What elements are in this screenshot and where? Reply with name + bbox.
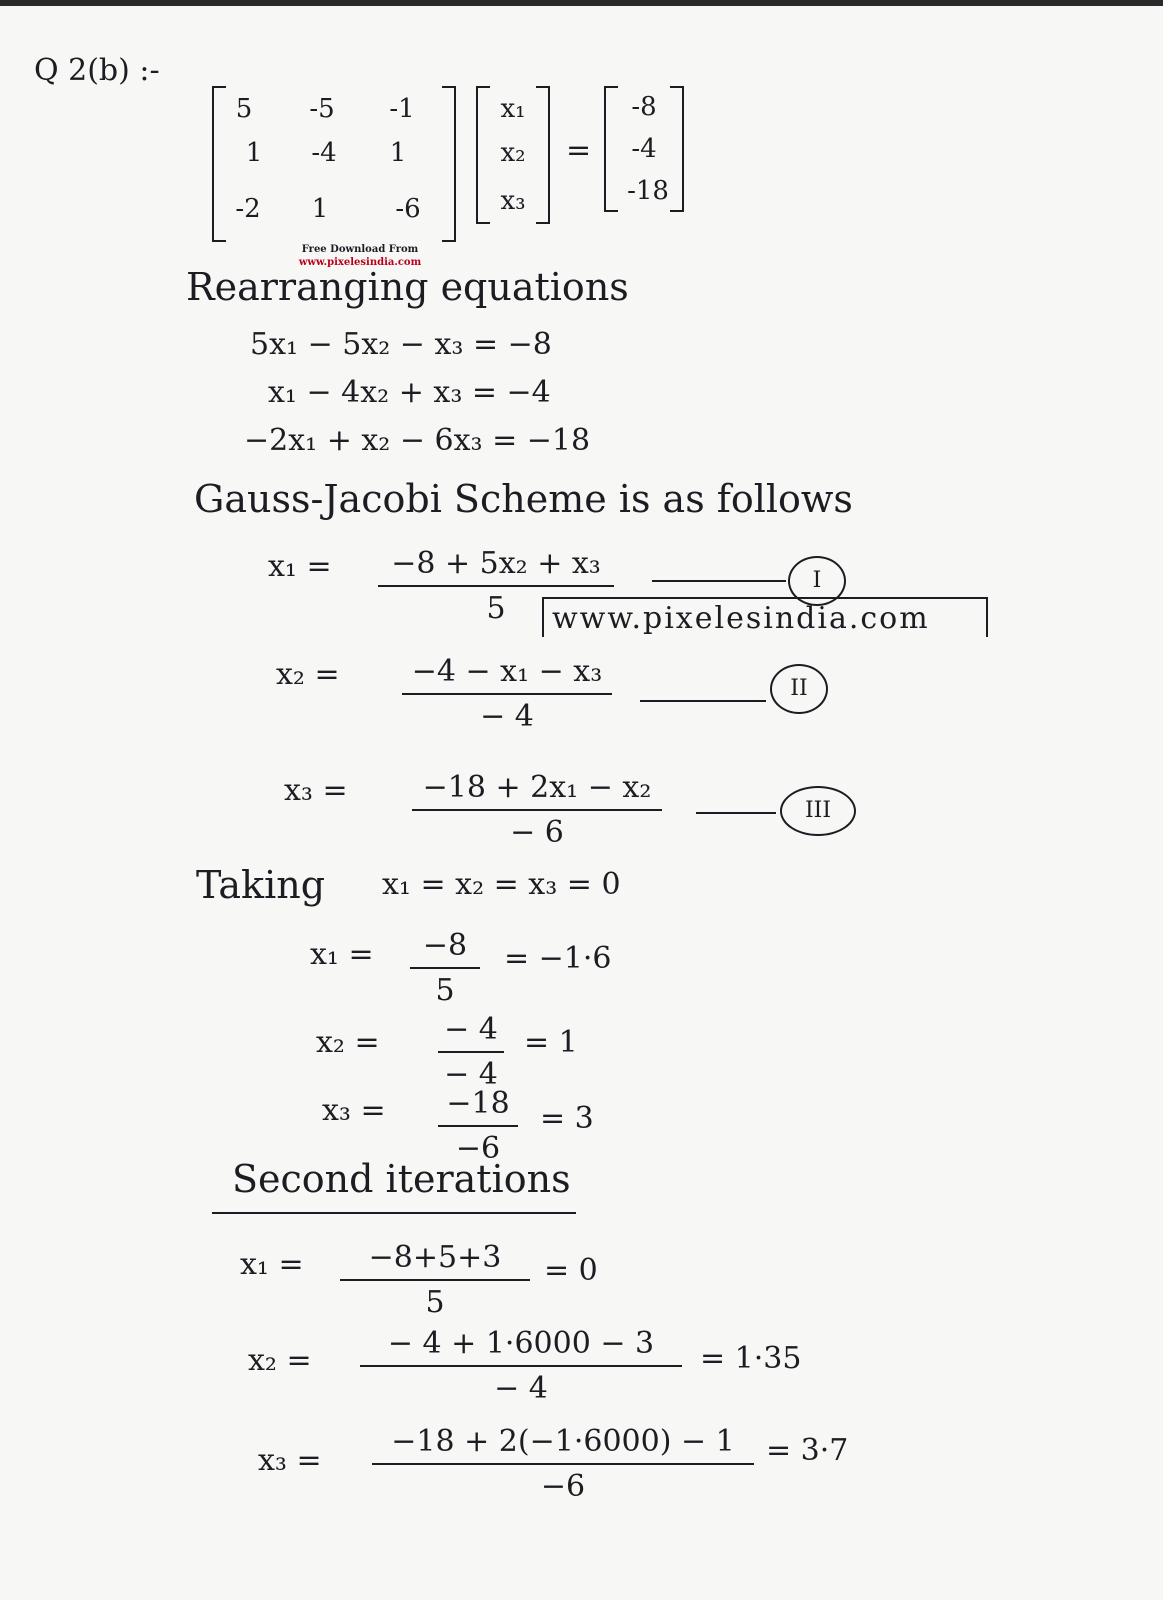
- equation-line: −2x₁ + x₂ − 6x₃ = −18: [244, 423, 591, 458]
- fraction-denominator: − 6: [510, 815, 564, 850]
- second-heading: Second iterations: [232, 1157, 571, 1201]
- fraction-numerator: −18 + 2x₁ − x₂: [422, 770, 652, 805]
- watermark-line2: www.pixelesindia.com: [298, 257, 422, 268]
- initial-fraction: [438, 1086, 518, 1166]
- iteration-fraction: [360, 1326, 682, 1406]
- taking-label: Taking: [196, 863, 326, 907]
- initial-result: = 1: [524, 1025, 578, 1060]
- question-label: Q 2(b) :-: [34, 53, 160, 88]
- taking-condition: x₁ = x₂ = x₃ = 0: [382, 867, 621, 902]
- matrix-b-cell: -8: [631, 92, 657, 122]
- matrix-a-cell: -4: [311, 138, 337, 168]
- page-top-edge: [0, 0, 1163, 6]
- initial-fraction: [410, 928, 480, 1008]
- iteration-lhs: x₂ =: [248, 1343, 312, 1378]
- matrix-a-cell: -5: [309, 94, 335, 124]
- bracket-right: [442, 86, 456, 242]
- fraction-bar: [340, 1279, 530, 1281]
- leader-line: [696, 812, 776, 814]
- watermark-box: www.pixelesindia.com: [542, 597, 988, 637]
- initial-lhs: x₁ =: [310, 937, 374, 972]
- matrix-b-cell: -18: [627, 176, 669, 206]
- fraction-denominator: 5: [435, 973, 455, 1008]
- equals-sign: =: [566, 133, 592, 168]
- fraction-bar: [410, 967, 480, 969]
- initial-result: = −1·6: [504, 941, 612, 976]
- matrix-x-cell: x₂: [500, 138, 526, 168]
- fraction-bar: [412, 809, 662, 811]
- initial-fraction: [438, 1012, 504, 1092]
- equation-tag: III: [780, 786, 856, 836]
- fraction-bar: [438, 1125, 518, 1127]
- leader-line: [640, 700, 766, 702]
- initial-lhs: x₂ =: [316, 1025, 380, 1060]
- fraction-numerator: −8: [422, 928, 468, 963]
- scheme-lhs: x₂ =: [276, 657, 340, 692]
- fraction-bar: [360, 1365, 682, 1367]
- scheme-lhs: x₃ =: [284, 773, 348, 808]
- scheme-fraction: [402, 654, 612, 734]
- fraction-numerator: − 4 + 1·6000 − 3: [387, 1326, 655, 1361]
- bracket-right: [670, 86, 684, 212]
- matrix-x: [476, 86, 550, 224]
- equation-line: 5x₁ − 5x₂ − x₃ = −8: [250, 327, 552, 362]
- bracket-right: [536, 86, 550, 224]
- matrix-a-cell: 5: [235, 94, 253, 124]
- fraction-bar: [438, 1051, 504, 1053]
- fraction-denominator: − 4: [494, 1371, 548, 1406]
- iteration-fraction: [372, 1424, 754, 1504]
- matrix-b: [604, 86, 684, 212]
- matrix-x-cell: x₁: [500, 94, 526, 124]
- fraction-denominator: − 4: [480, 699, 534, 734]
- fraction-bar: [372, 1463, 754, 1465]
- iteration-fraction: [340, 1240, 530, 1320]
- matrix-a-cell: -1: [389, 94, 415, 124]
- fraction-denominator: 5: [486, 591, 506, 626]
- matrix-a: [212, 86, 456, 242]
- matrix-x-cell: x₃: [500, 186, 526, 216]
- fraction-numerator: −18 + 2(−1·6000) − 1: [391, 1424, 735, 1459]
- rearranging-heading: Rearranging equations: [186, 265, 629, 309]
- equation-tag: II: [770, 664, 828, 714]
- heading-underline: [212, 1212, 576, 1214]
- leader-line: [652, 580, 786, 582]
- fraction-numerator: −8 + 5x₂ + x₃: [391, 546, 601, 581]
- iteration-lhs: x₃ =: [258, 1443, 322, 1478]
- matrix-a-cell: 1: [245, 138, 263, 168]
- matrix-a-cell: 1: [311, 194, 329, 224]
- scheme-fraction: [412, 770, 662, 850]
- scheme-heading: Gauss-Jacobi Scheme is as follows: [194, 477, 853, 521]
- iteration-lhs: x₁ =: [240, 1247, 304, 1282]
- bracket-left: [476, 86, 490, 224]
- fraction-numerator: −4 − x₁ − x₃: [411, 654, 603, 689]
- fraction-bar: [402, 693, 612, 695]
- bracket-left: [604, 86, 618, 212]
- initial-lhs: x₃ =: [322, 1093, 386, 1128]
- equation-tag: I: [788, 556, 846, 606]
- fraction-numerator: −18: [446, 1086, 510, 1121]
- matrix-a-cell: 1: [389, 138, 407, 168]
- fraction-denominator: − 4: [444, 1057, 498, 1092]
- iteration-result: = 0: [544, 1253, 598, 1288]
- iteration-result: = 1·35: [700, 1341, 802, 1376]
- scheme-lhs: x₁ =: [268, 549, 332, 584]
- fraction-numerator: − 4: [444, 1012, 498, 1047]
- iteration-result: = 3·7: [766, 1433, 849, 1468]
- equation-line: x₁ − 4x₂ + x₃ = −4: [268, 375, 551, 410]
- fraction-denominator: 5: [425, 1285, 445, 1320]
- matrix-b-cell: -4: [631, 134, 657, 164]
- watermark-line1: Free Download From: [301, 244, 419, 255]
- matrix-a-cell: -6: [395, 194, 421, 224]
- fraction-denominator: −6: [540, 1469, 586, 1504]
- fraction-numerator: −8+5+3: [368, 1240, 502, 1275]
- initial-result: = 3: [540, 1101, 594, 1136]
- fraction-denominator: −6: [455, 1131, 501, 1166]
- fraction-bar: [378, 585, 614, 587]
- bracket-left: [212, 86, 226, 242]
- matrix-a-cell: -2: [235, 194, 261, 224]
